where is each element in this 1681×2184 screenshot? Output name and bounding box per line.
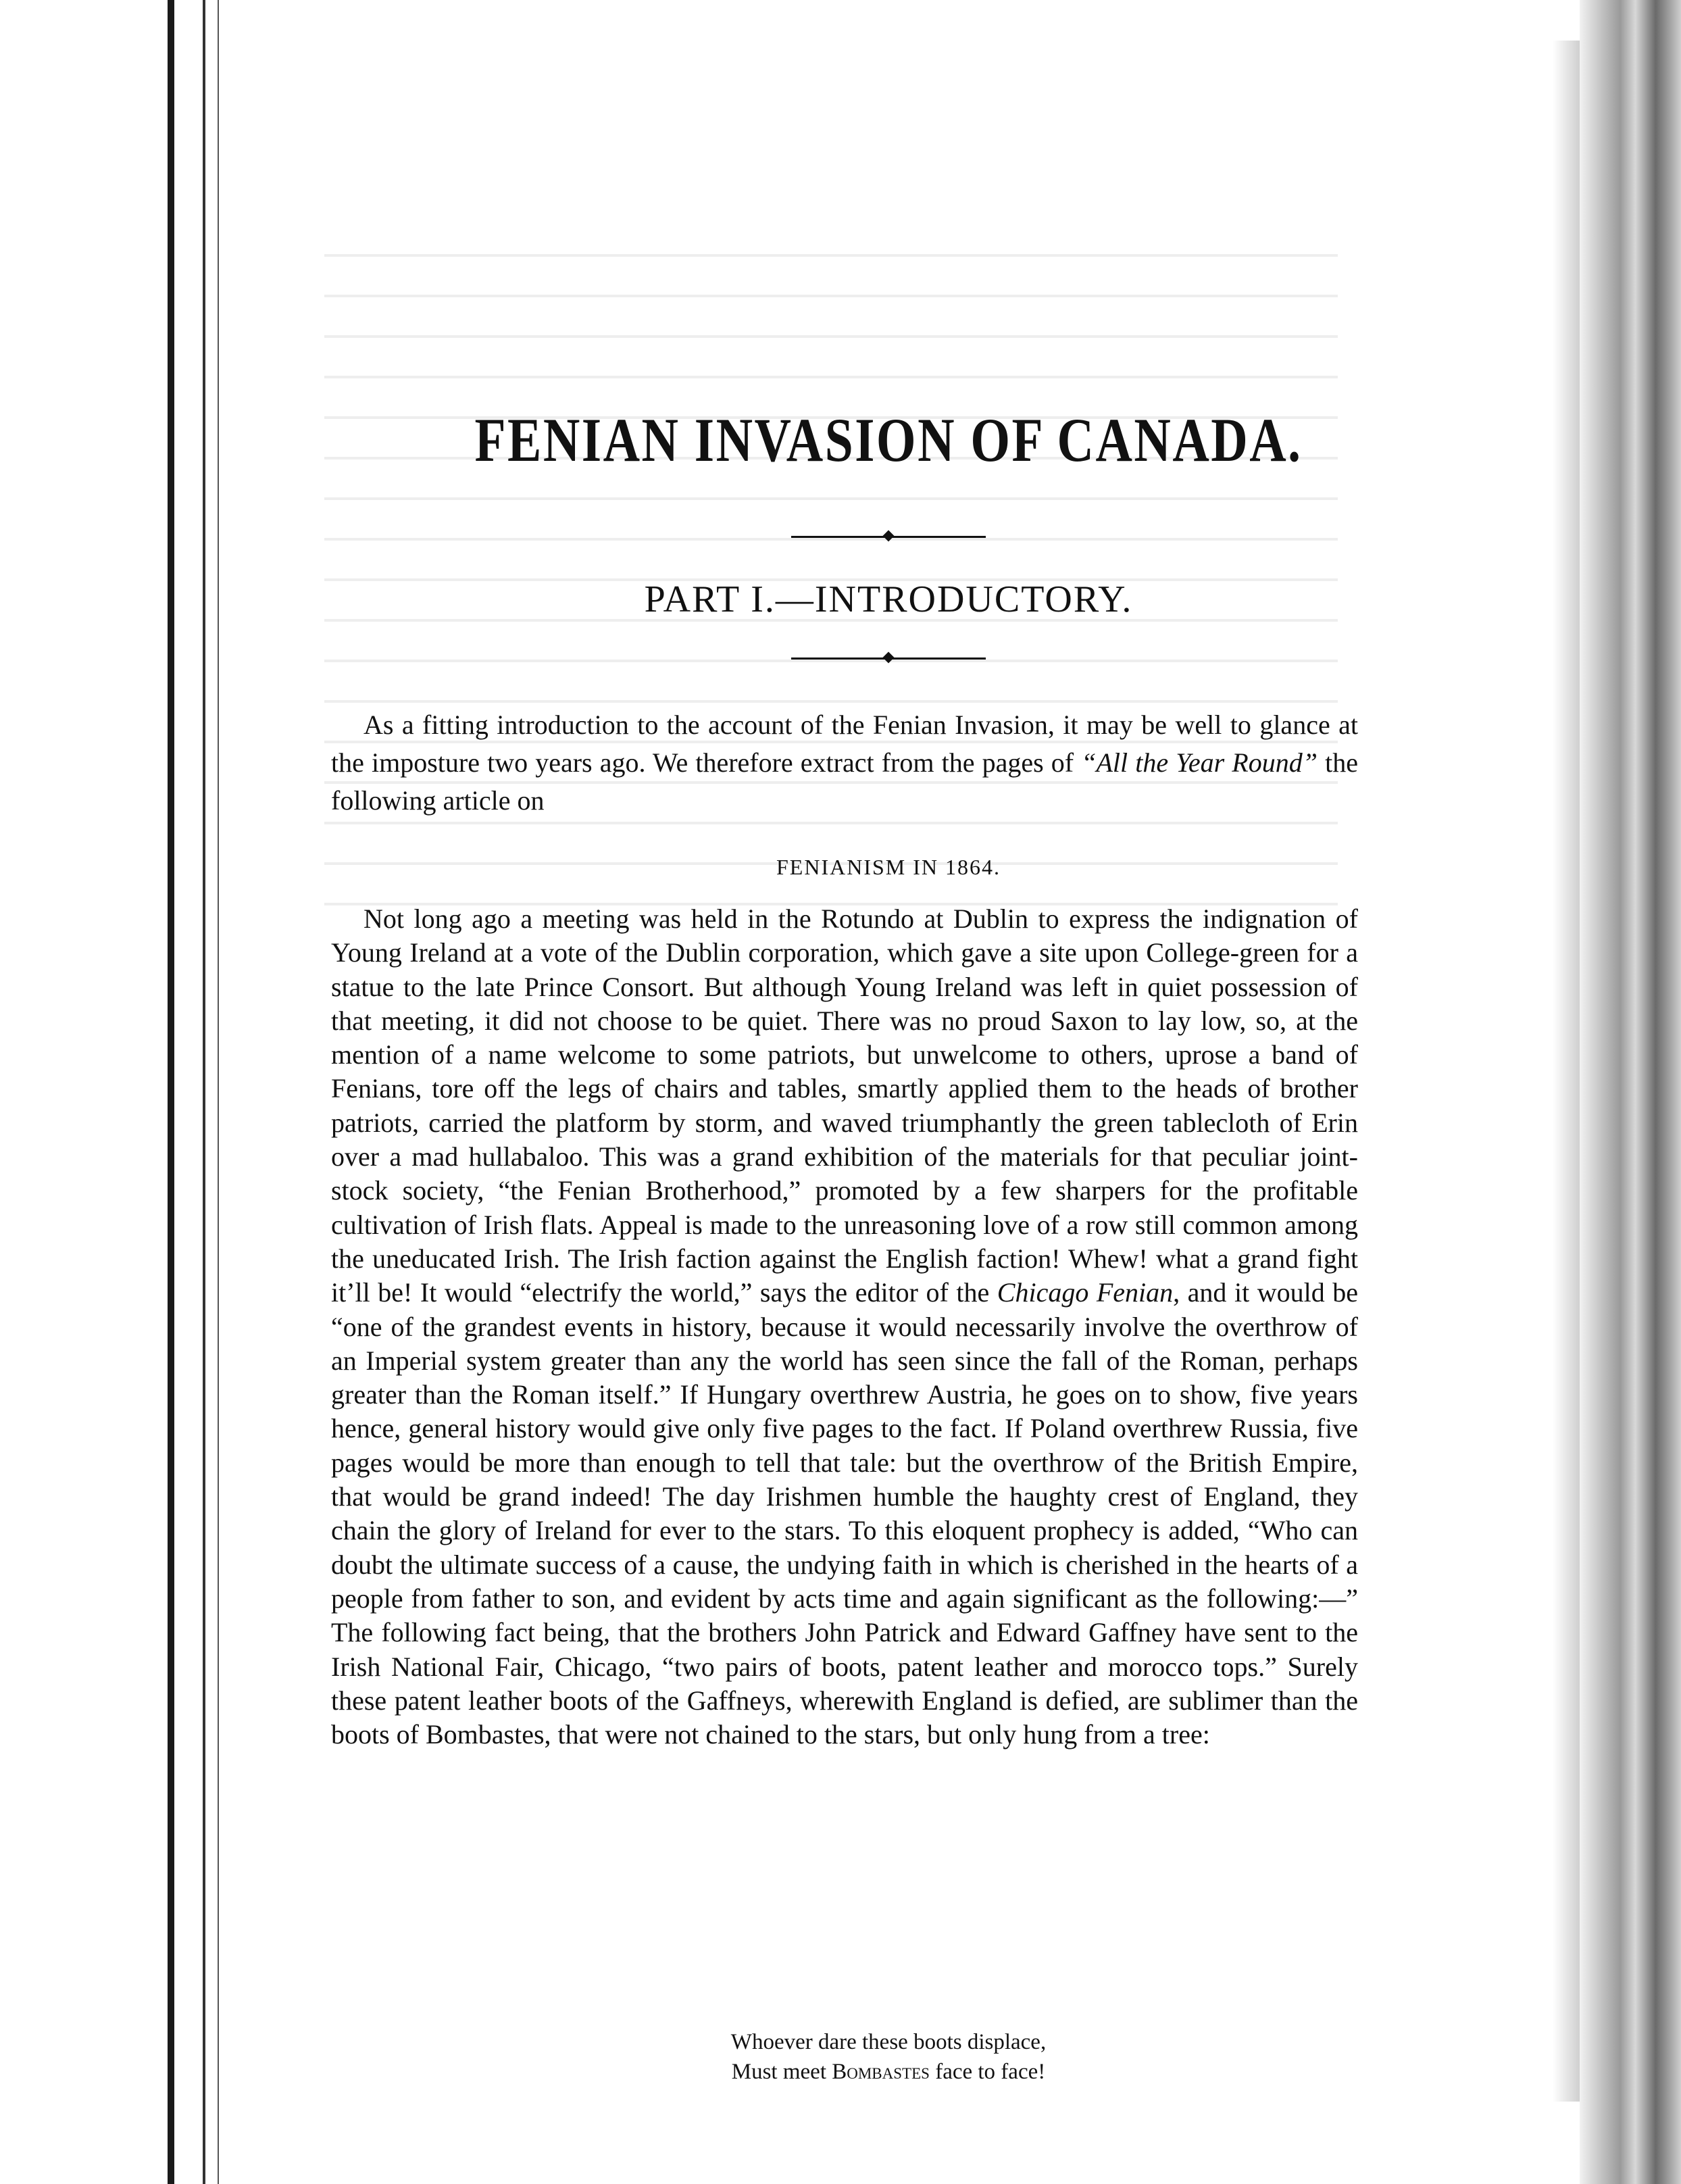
body-text-part2: , and it would be “one of the grandest events in history, because it would necessarily involve the overthrow of an Imperial system greater than any the world has seen since the fall of the Roman, perhaps greater than the Roman itself.” If Hungary overthrew Austria, he goes on to show, five years hence, general history would give only five pages to the fact. If Poland overthrew Russia, five pages would be more than enough to tell that tale: but the overthrow of the British Empire, that would be grand indeed! The day Irishmen humble the haughty crest of England, they chain the glory of Ireland for ever to the stars. To this eloquent prophecy is added, “Who can doubt the ultimate success of a cause, the undying faith in which is cherished in the hearts of a people from father to son, and evident by acts time and again significant as the following:—” The following fact being, that the brothers John Patrick and Edward Gaffney have sent to the Irish National Fair, Chicago, “two pairs of boots, patent leather and morocco tops.” Surely these patent leather boots of the Gaffneys, wherewith England is defied, are sublimer than the boots of Bombastes, that were not chained to the stars, but only hung from a tree:	[331, 1277, 1358, 1750]
ornament-rule-left	[791, 657, 886, 660]
ornament-rule-left	[791, 536, 886, 538]
left-page-margin	[0, 0, 209, 2184]
part-heading: PART I.—INTRODUCTORY.	[644, 578, 1133, 620]
verse-line-2-start: Must meet	[731, 2060, 832, 2084]
ornament-diamond	[883, 652, 895, 664]
book-page	[223, 27, 1554, 2156]
page-edge-stack	[1580, 0, 1681, 2184]
intro-text-end: the following article on	[331, 747, 1358, 816]
spine-shadow-inner	[203, 0, 205, 2184]
verse-name: Bombastes	[832, 2060, 930, 2084]
body-text-part1: Not long ago a meeting was held in the Rotundo at Dublin to express the indignation of Young Ireland at a vote of the Dublin corporation, which gave a site upon College-green for a statue to the late Prince Consort. But although Young Ireland was left in quiet possession of that meeting, it did not choose to be quiet. There was no proud Saxon to lay low, so, at the mention of a name welcome to some patriots, but unwelcome to others, uprose a band of Fenians, tore off the legs of chairs and tables, smartly applied them to the heads of brother patriots, carried the platform by storm, and waved triumphantly the green tablecloth of Erin over a mad hullabaloo. This was a grand exhibition of the materials for that peculiar joint-stock society, “the Fenian Brotherhood,” promoted by a few sharpers for the profitable cultivation of Irish flats. Appeal is made to the unreasoning love of a row still common among the uneducated Irish. The Irish faction against the English faction! Whew! what a grand fight it’ll be! It would “electrify the world,” says the editor of the	[331, 903, 1358, 1308]
verse-line-1: Whoever dare these boots displace,	[730, 2030, 1047, 2054]
verse-line-2	[223, 2057, 1554, 2087]
intro-quoted-title: “All the Year Round”	[1081, 747, 1318, 778]
body-italic-title: Chicago Fenian	[997, 1277, 1174, 1308]
page-edge-inner	[1553, 41, 1580, 2102]
verse-line-2-end: face to face!	[929, 2060, 1046, 2084]
page-title: FENIAN INVASION OF CANADA.	[474, 405, 1303, 474]
ornament-rule-right	[891, 536, 986, 538]
intro-text-start: As a fitting introduction to the account of the Fenian Invasion, it may be well to glance at the imposture two years ago. We therefore extract from the pages of	[331, 710, 1358, 778]
ornament-diamond	[883, 530, 895, 542]
body-paragraph	[331, 902, 1358, 1752]
ornament-rule-right	[891, 657, 986, 660]
intro-paragraph	[331, 706, 1358, 820]
spine-shadow-fine	[218, 0, 219, 2184]
verse-block	[223, 2027, 1554, 2087]
section-heading: FENIANISM IN 1864.	[776, 855, 1001, 879]
subtitle-ornament	[223, 652, 1554, 666]
spine-shadow-outer	[168, 0, 174, 2184]
title-ornament	[223, 530, 1554, 544]
